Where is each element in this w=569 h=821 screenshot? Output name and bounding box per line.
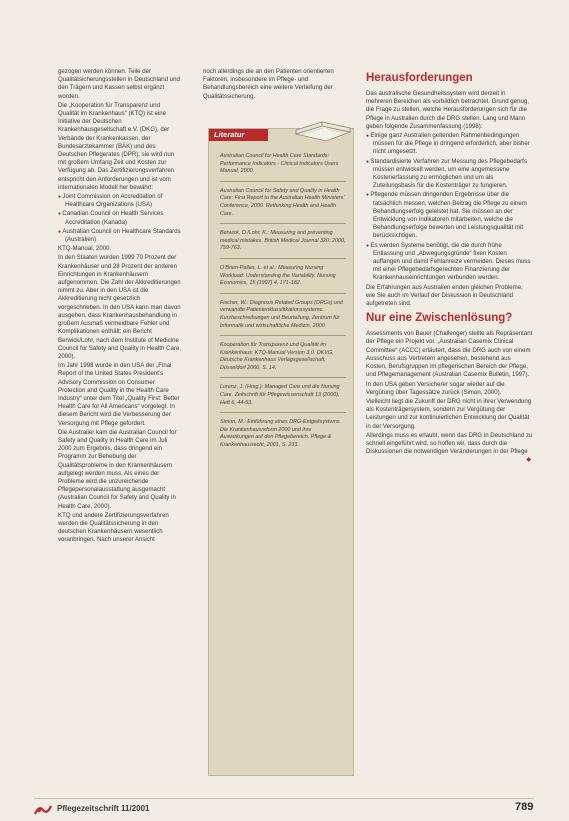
paragraph: In den USA geben Versicherer sogar wieder auf die Vergütung über Tagessätze zurück (Simon, 2000). — [366, 380, 505, 396]
journal-logo-icon — [33, 804, 53, 816]
literature-list — [220, 153, 346, 461]
bullet-item: ● Pflegende müssen dringenden Ergebnisse über die tatsächlich messen, welchen Beitrag die Pflege zu einem Behandlungserfolg geleistet hat. Sie müssen an der Entwicklung von Indikatoren mitarbeiten, welche die Behandlungserfolge bewerten und Leistungsqualität mit berücksichtigen. — [366, 191, 533, 240]
literature-entry: Lorenz, J. (Hrsg.): Managed Care und die Nursing Care. Zeitschrift für Pflegewissenschaft 13 (2000), Heft 6, 44-53. — [220, 384, 346, 413]
text-column-left — [58, 68, 182, 546]
footer-rule — [34, 798, 534, 799]
paragraph: noch allerdings die an den Patienten orientierten Faktoren, insbesondere im Pflege- und Behandlungsbereich eine weitere Vertiefung der Qualitätssicherung. — [203, 68, 334, 100]
section-heading: Nur eine Zwischenlösung? — [366, 312, 513, 325]
page-number: 789 — [515, 801, 534, 813]
literature-entry: Fischer, W.: Diagnosis Related Groups (DRGs) und verwandte Patientenklassifikationssysteme. Kurzbeschreibungen und Beurteilung, Zentrum für Informatik und wirtschaftliche Medizin, 2000. — [220, 300, 346, 336]
paragraph: Die „Kooperation für Transparenz und Qualität im Krankenhaus“ (KTQ) ist eine Initiative der Deutschen Krankenhausgesellschaft e.V. (DKG), der Verbände der Krankenkassen, der Bundesärztekammer (BÄK) und des Deutschen Pflegerates (DPR); sie wird nun mit großem Umfang Zeit und Kosten zur Verfügung ab. Das Zertifizierungsverfahren entspricht den Anforderungen und ist vom internationalen Modell her bewährt: — [58, 101, 175, 191]
paragraph: Assessments von Bauer (Challenger) stellte als Repräsentant der Pflege ein Projekt vor. „Australian Casemix Clinical Committee“ (ACCC) erläutert, dass die DRG auch von einem Ausschuss aus Vertretern angesehen, bestehend aus Kosten, Berufsgruppen im pflegerischen Bereich der Pflege, und Pflegemanagement (Australian Casemix Bulletin, 1997). — [366, 330, 533, 379]
literature-entry: O’Brien-Pallas, L. et al.: Measuring Nursing Workload: Understanding the Variability. Nursing Economics, 15 (1997) 4, 171-182. — [220, 265, 346, 294]
open-book-icon — [292, 112, 354, 142]
paragraph: Im Jahr 1998 wurde in den USA der „Final Report of the United States President’s Advisory Commission on Consumer Protection and Quality in the Health Care Industry“ unter dem Titel „Quality First: Better Health Care for All Americans“ vorgelegt. In diesem Bericht wird die Verbesserung der Versorgung mit Pflege gefordert. — [58, 362, 180, 427]
bullet-item: ● Canadian Council on Health Services Accreditation (Kanada) — [58, 210, 182, 226]
paragraph: In den Staaten wurden 1999 70 Prozent der Krankenhäuser und 28 Prozent der anderen Einrichtungen in Krankenhäusern aufgenommen. Die Zahl der Akkreditierungen nimmt zu. Aber in den USA ist die Akkreditierung nicht gesetzlich vorgeschrieben. In den USA kann man davon ausgehen, dass Krankenhausbehandlung in großem Ausmaß vermeidbare Fehler und Komplikationen enthält; ein Bericht Berwick/Lohr, nach dem Institute of Medicine Council for Safety and Quality in Health Care, 2000). — [58, 254, 181, 360]
paragraph: Die Erfahrungen aus Australien enden gleichen Probleme, wie Sie auch im Verlauf der Diskussion in Deutschland aufgetreten sind. — [366, 283, 523, 308]
paragraph — [366, 431, 533, 464]
bullet-item: ● Einige ganz Australien geltenden Rahmenbedingungen müssen für die Pflege in dringend erforderlich, aber bisher nicht umgesetzt. — [366, 132, 533, 157]
bullet-item: ● Joint Commission on Accreditation of Healthcare Organizations (USA) — [58, 193, 182, 209]
text-column-middle — [203, 68, 353, 102]
paragraph: KTQ und andere Zertifizierungsverfahren werden die Qualitätssicherung in den deutschen Krankenhäusern wesentlich voranbringen. Nach unserer Ansicht — [58, 511, 169, 544]
paragraph: gezogen werden können. Teile der Qualitätsicherungsstellen in Deutschland und den Trägern und Kassen selbst ergänzt worden. — [58, 68, 180, 100]
literature-entry: Australian Council for Health Care Standards: Performance Indicators - Clinical Indicators Users Manual, 2000. — [220, 153, 346, 182]
text-column-right — [366, 68, 533, 465]
section-heading: Herausforderungen — [366, 72, 473, 84]
bullet-item: ● Australian Council on Healthcare Standards (Australien) — [58, 228, 182, 244]
literature-tab-label: Literatur — [209, 129, 268, 141]
journal-title: Pflegezeitschrift 11/2001 — [57, 804, 150, 813]
paragraph: KTQ-Manual, 2000. — [58, 245, 112, 253]
end-mark-icon: ◆ — [526, 457, 531, 464]
literature-box — [208, 128, 354, 776]
bullet-item: ● Es werden Systeme benötigt, die die durch frühe Entlassung und „Abwegungsgründe“ fixen Kosten auffangen und damit Fehlanreize vermeiden. Dieses muss mit einer Pflegebedarfsgerechten Finanzierung der Krankenhauseinrichtungen verbunden werden. — [366, 242, 533, 283]
paragraph: Vielleicht liegt die Zukunft der DRG nicht in ihrer Verwendung als Kostenträgersystem, sondern zur Vergütung der Leistungen und zur kontinuierlichen Entwicklung der Qualität in der Versorgung. — [366, 397, 532, 430]
literature-entry: Berwick, D./Lohr, K.: Measuring and preventing medical mistakes. British Medical Journal 320: 2000, 759-763. — [220, 230, 346, 259]
literature-entry: Australian Council for Safety and Quality in Health Care: First Report to the Australian Health Ministers’ Conference, 2000. Rethinking Health and Health Care. — [220, 188, 346, 224]
bullet-item: ● Standardisierte Verfahren zur Messung des Pflegebedarfs müssen entwickelt werden, um eine angemessene Kostenerfassung zu ermöglichen und um als Zuteilungsbasis für die Kostenträger zu fungieren. — [366, 158, 533, 191]
paragraph: Das australische Gesundheitssystem wird derzeit in mehreren Bereichen als vorbildlich betrachtet. Grund genug, die Frage zu stellen, welche Herausforderungen sich für die Pflege in Australien durch die DRG stellen. Lang und Mann geben folgende Zusammenfassung (1998): — [366, 90, 529, 130]
paragraph-text: Allerdings muss es erlaubt, wenn das DRG in Deutschland zu schnell eingeführt wird, so hoffen wir, dass durch die Diskussionen die notwendigen Veränderungen in der Pflege — [366, 431, 533, 456]
paragraph: Die Australier kam die Australian Council for Safety and Quality in Health Care im Juli 2000 zum Ergebnis, dass dringend ein Programm zur Behebung der Qualitätsprobleme in den Krankenhäusern aufgelegt werden muss. Als eines der Probleme wird die unzureichende Pflegepersonalausstattung ausgemacht (Australian Council for Safety and Quality in Health Care, 2000). — [58, 428, 177, 510]
literature-entry: Kooperation für Transparenz und Qualität im Krankenhaus: KTQ-Manual Version 3.0. DKVG, Deutsche Krankenhaus Verlagsgesellschaft, Düsseldorf 2000, S. 14. — [220, 342, 346, 378]
literature-entry: Simon, M.: Einführung eines DRG-Entgeltsystems. Die Krankenhausreform 2000 und ihre Auswirkungen auf den Pflegebereich. Pflege & Krankenhausrecht, 2001, S. 233. — [220, 419, 342, 449]
